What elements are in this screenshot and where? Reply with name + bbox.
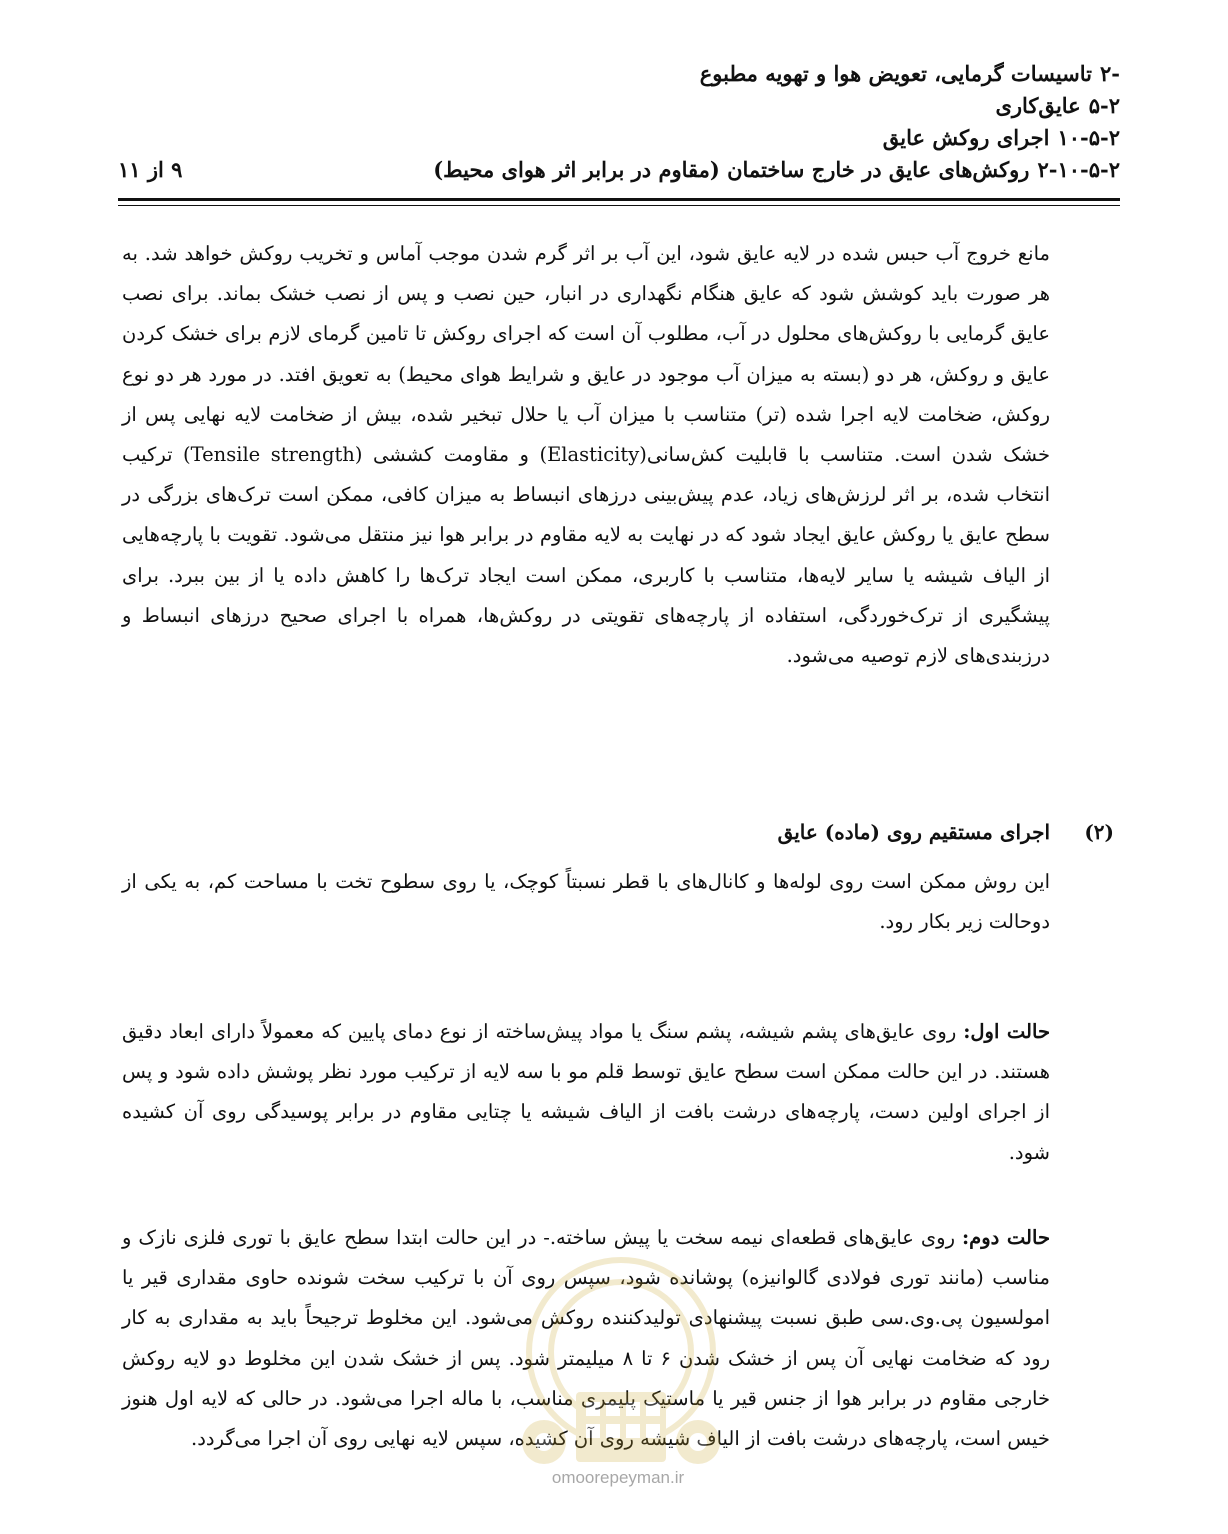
header-subsubsection [108, 154, 1120, 186]
section-heading [122, 812, 1114, 852]
header-subsection-number: ۱۰-۵-۲ [1057, 125, 1120, 150]
header-section [108, 90, 1120, 122]
header-subsubsection-number: ۲-۱۰-۵-۲ [1037, 157, 1120, 182]
paragraph-case-two [122, 1218, 1050, 1459]
header-section-number: ۵-۲ [1088, 93, 1120, 118]
header-chapter-number: ۲- [1100, 61, 1120, 86]
header-subsection-title: اجرای روکش عایق [882, 125, 1050, 150]
paragraph-intro: این روش ممکن است روی لوله‌ها و کانال‌های با قطر نسبتاً کوچک، یا روی سطوح تخت با مساحت کم، به یکی از دوحالت زیر بکار رود. [122, 870, 1050, 934]
case-one-text: روی عایق‌های پشم شیشه، پشم سنگ یا مواد پیش‌ساخته از نوع دمای پایین که معمولاً دارای ابعاد دقیق هستند. در این حالت ممکن است سطح عایق توسط قلم مو با سه لایه از ترکیب مورد نظر پوشش داده شود و پس از اجرای اولین دست، پارچه‌های درشت بافت از الیاف شیشه یا چتایی مقاوم در برابر پوسیدگی روی آن کشیده شود. [122, 1020, 1050, 1164]
case-one-label: حالت اول: [963, 1020, 1050, 1043]
section-number: (۲) [1084, 820, 1114, 844]
paragraph-continued: مانع خروج آب حبس شده در لایه عایق شود، این آب بر اثر گرم شدن موجب آماس و تخریب روکش خواهد شد. به هر صورت باید کوشش شود که عایق هنگام نگهداری در انبار، حین نصب و پس از نصب خشک بماند. برای نصب عایق گرمایی با روکش‌های محلول در آب، مطلوب آن است که اجرای روکش تا تامین گرمای لازم برای خشک کردن عایق و روکش، هر دو (بسته به میزان آب موجود در عایق و شرایط هوای محیط) به تعویق افتد. در مورد هر دو نوع روکش، ضخامت لایه اجرا شده (تر) متناسب با میزان آب یا حلال تبخیر شده، بیش از ضخامت لایه نهایی پس از خشک شدن است. متناسب با قابلیت کش‌سانی(Elasticity) و مقاومت کششی (Tensile strength) ترکیب انتخاب شده، بر اثر لرزش‌های زیاد، عدم پیش‌بینی درزهای انبساط به میزان کافی، ممکن است ترک‌های بزرگی در سطح عایق یا روکش عایق ایجاد شود که در نهایت به لایه مقاوم در برابر هوا نیز منتقل می‌شود. تقویت با پارچه‌هایی از الیاف شیشه یا سایر لایه‌ها، متناسب با کاربری، ممکن است ایجاد ترک‌ها را کاهش داده یا از بین ببرد. برای پیشگیری از ترک‌خوردگی، استفاده از پارچه‌های تقویتی در روکش‌ها، همراه با اجرای صحیح درزهای انبساط و درزبندی‌های لازم توصیه می‌شود. [122, 242, 1051, 668]
case-two-label: حالت دوم: [961, 1226, 1050, 1249]
page-header [108, 58, 1120, 186]
header-divider-thick [118, 198, 1120, 201]
page-number: ۹ از ۱۱ [118, 157, 183, 182]
header-chapter [108, 58, 1120, 90]
watermark-url: omoorepeyman.ir [551, 1468, 685, 1487]
header-divider-thin [118, 205, 1120, 206]
header-subsection [108, 122, 1120, 154]
case-two-text: روی عایق‌های قطعه‌ای نیمه سخت یا پیش ساخته.- در این حالت ابتدا سطح عایق با توری فلزی نازک و مناسب (مانند توری فولادی گالوانیزه) پوشانده شود، سپس روی آن با ترکیب سخت شونده حاوی مقداری قیر یا امولسیون پی.وی.سی طبق نسبت پیشنهادی تولیدکننده روکش می‌شود. این مخلوط ترجیحاً باید به مقداری به کار رود که ضخامت نهایی آن پس از خشک شدن ۶ تا ۸ میلیمتر شود. پس از خشک شدن این مخلوط دو لایه روکش خارجی مقاوم در برابر هوا از جنس قیر یا ماستیک پلیمری مناسب، با ماله اجرا می‌شود. در حالی که لایه اول هنوز خیس است، پارچه‌های درشت بافت از الیاف شیشه روی آن کشیده، سپس لایه نهایی روی آن اجرا می‌گردد. [122, 1226, 1050, 1451]
header-subsubsection-title: روکش‌های عایق در خارج ساختمان (مقاوم در برابر اثر هوای محیط) [433, 157, 1030, 182]
header-section-title: عایق‌کاری [995, 93, 1081, 118]
header-chapter-title: تاسیسات گرمایی، تعویض هوا و تهویه مطبوع [699, 61, 1092, 86]
paragraph-case-one [122, 1012, 1050, 1173]
section-title: اجرای مستقیم روی (ماده) عایق [777, 820, 1050, 844]
